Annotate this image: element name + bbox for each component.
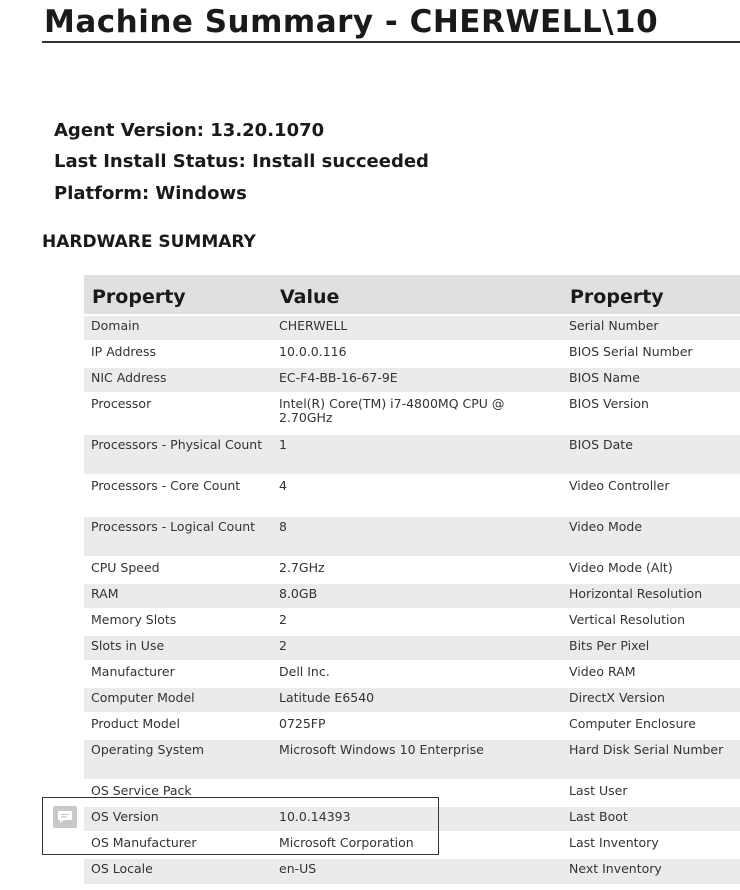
table-row	[84, 858, 740, 884]
table-row	[84, 516, 740, 557]
column-header-property: Property	[84, 275, 272, 315]
cell-property-2: Serial Number	[562, 315, 740, 341]
table-row	[84, 635, 740, 661]
cell-property: OS Manufacturer	[84, 832, 272, 858]
table-row	[84, 832, 740, 858]
cell-property-2: Next Inventory	[562, 858, 740, 884]
cell-value: 2.7GHz	[272, 557, 562, 583]
cell-property-2: Bits Per Pixel	[562, 635, 740, 661]
cell-property-2: BIOS Serial Number	[562, 341, 740, 367]
table-row	[84, 367, 740, 393]
cell-value	[272, 780, 562, 806]
cell-property: NIC Address	[84, 367, 272, 393]
cell-property: OS Version	[84, 806, 272, 832]
cell-property-2: Video Mode (Alt)	[562, 557, 740, 583]
cell-value: 10.0.14393	[272, 806, 562, 832]
page-title: Machine Summary - CHERWELL\10	[44, 4, 659, 40]
cell-value: Microsoft Windows 10 Enterprise	[272, 739, 562, 780]
table-row	[84, 434, 740, 475]
cell-value: CHERWELL	[272, 315, 562, 341]
cell-property: Memory Slots	[84, 609, 272, 635]
table-row	[84, 780, 740, 806]
cell-value: 8	[272, 516, 562, 557]
cell-property: Domain	[84, 315, 272, 341]
table-row	[84, 739, 740, 780]
cell-property-2: Horizontal Resolution	[562, 583, 740, 609]
cell-property: Computer Model	[84, 687, 272, 713]
cell-value: 2	[272, 635, 562, 661]
cell-property: Processors - Core Count	[84, 475, 272, 516]
comment-icon[interactable]	[53, 806, 77, 828]
comment-glyph	[57, 810, 73, 824]
cell-property: Processor	[84, 393, 272, 434]
cell-property: Manufacturer	[84, 661, 272, 687]
cell-property-2: Last Inventory	[562, 832, 740, 858]
cell-property: IP Address	[84, 341, 272, 367]
cell-property: Processors - Physical Count	[84, 434, 272, 475]
cell-value: 10.0.0.116	[272, 341, 562, 367]
cell-property-2: BIOS Name	[562, 367, 740, 393]
cell-property: OS Service Pack	[84, 780, 272, 806]
cell-property-2: Video Mode	[562, 516, 740, 557]
cell-property-2: DirectX Version	[562, 687, 740, 713]
cell-value: Dell Inc.	[272, 661, 562, 687]
cell-value: 8.0GB	[272, 583, 562, 609]
table-header-row	[84, 275, 740, 315]
cell-value: 1	[272, 434, 562, 475]
cell-property-2: Video Controller	[562, 475, 740, 516]
cell-property: OS Locale	[84, 858, 272, 884]
table-row	[84, 475, 740, 516]
platform: Platform: Windows	[54, 183, 247, 204]
table-row	[84, 687, 740, 713]
table-row	[84, 557, 740, 583]
cell-property-2: Vertical Resolution	[562, 609, 740, 635]
agent-version: Agent Version: 13.20.1070	[54, 120, 325, 141]
table-row	[84, 315, 740, 341]
table-row	[84, 713, 740, 739]
table-row	[84, 393, 740, 434]
cell-value: 0725FP	[272, 713, 562, 739]
hardware-summary-table	[84, 275, 740, 884]
table-row	[84, 341, 740, 367]
cell-property-2: BIOS Date	[562, 434, 740, 475]
title-underline	[42, 41, 740, 43]
cell-property-2: Computer Enclosure	[562, 713, 740, 739]
cell-property: CPU Speed	[84, 557, 272, 583]
cell-value: Microsoft Corporation	[272, 832, 562, 858]
cell-value: en-US	[272, 858, 562, 884]
table-row	[84, 661, 740, 687]
cell-property-2: Last Boot	[562, 806, 740, 832]
cell-property: Slots in Use	[84, 635, 272, 661]
column-header-value: Value	[272, 275, 562, 315]
table-row	[84, 609, 740, 635]
last-install-status: Last Install Status: Install succeeded	[54, 151, 429, 172]
cell-property: Processors - Logical Count	[84, 516, 272, 557]
cell-property-2: BIOS Version	[562, 393, 740, 434]
cell-property: Product Model	[84, 713, 272, 739]
cell-value: 4	[272, 475, 562, 516]
cell-value: Latitude E6540	[272, 687, 562, 713]
hardware-summary-heading: HARDWARE SUMMARY	[42, 232, 256, 252]
cell-value: 2	[272, 609, 562, 635]
cell-property: Operating System	[84, 739, 272, 780]
cell-value: Intel(R) Core(TM) i7-4800MQ CPU @ 2.70GHz	[272, 393, 562, 434]
cell-property-2: Hard Disk Serial Number	[562, 739, 740, 780]
cell-property-2: Last User	[562, 780, 740, 806]
table-row	[84, 806, 740, 832]
cell-property: RAM	[84, 583, 272, 609]
cell-property-2: Video RAM	[562, 661, 740, 687]
cell-value: EC-F4-BB-16-67-9E	[272, 367, 562, 393]
column-header-property-2: Property	[562, 275, 740, 315]
table-row	[84, 583, 740, 609]
